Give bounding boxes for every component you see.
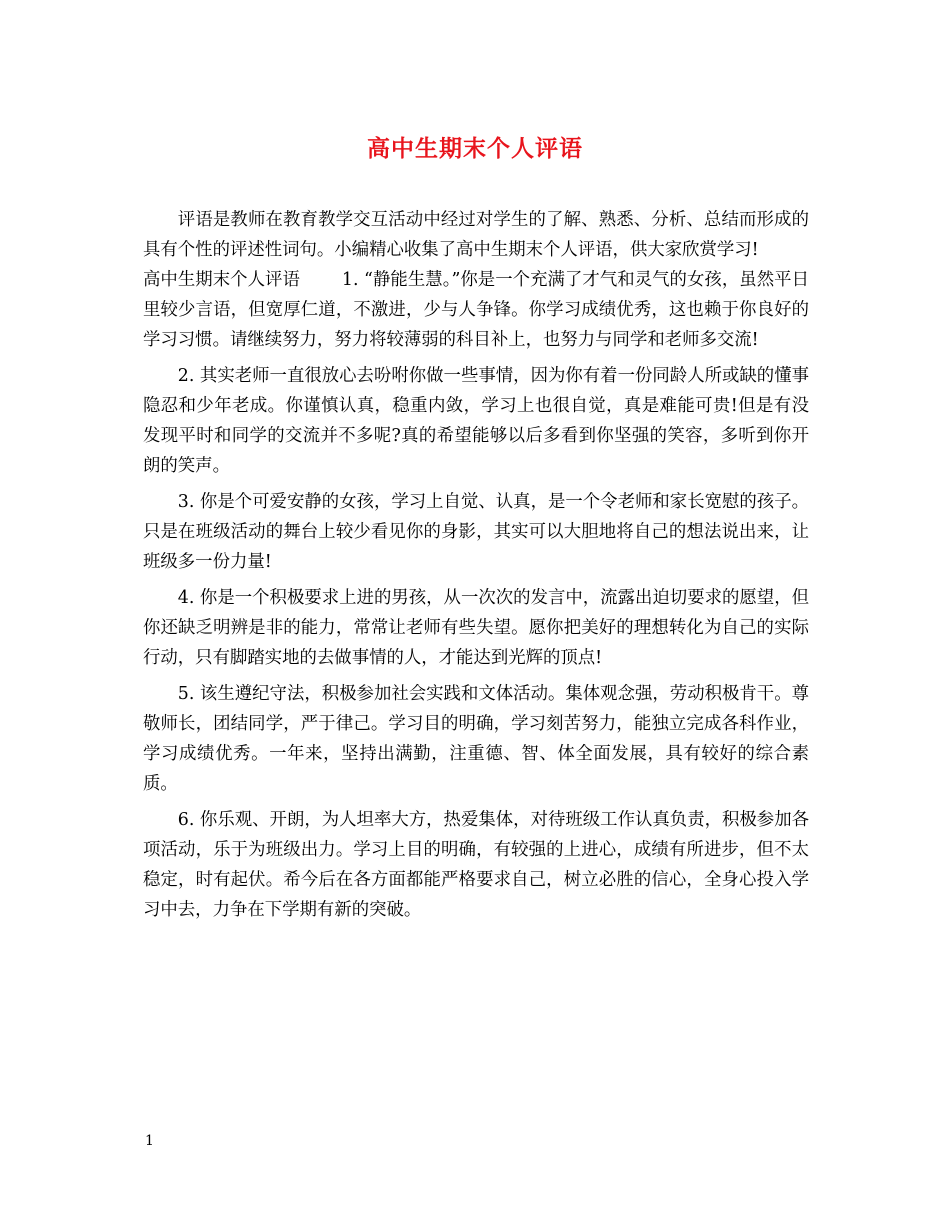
document-body: [143, 205, 809, 925]
comment-item-3: 3. 你是个可爱安静的女孩，学习上自觉、认真，是一个令老师和家长宽慰的孩子。只是在班级活动的舞台上较少看见你的身影，其实可以大胆地将自己的想法说出来，让班级多一份力量!: [143, 492, 809, 572]
comment-item-6: 6. 你乐观、开朗，为人坦率大方，热爱集体，对待班级工作认真负责，积极参加各项活动，乐于为班级出力。学习上目的明确，有较强的上进心，成绩有所进步，但不太稳定，时有起伏。希今后在各方面都能严格要求自己，树立必胜的信心，全身心投入学习中去，力争在下学期有新的突破。: [143, 810, 809, 920]
page-number: 1: [145, 1133, 154, 1149]
first-item-paragraph: [143, 265, 809, 355]
comment-item-4: 4. 你是一个积极要求上进的男孩，从一次次的发言中，流露出迫切要求的愿望，但你还缺乏明辨是非的能力，常常让老师有些失望。愿你把美好的理想转化为自己的实际行动，只有脚踏实地的去做事情的人，才能达到光辉的顶点!: [143, 588, 809, 668]
section-heading: 高中生期末个人评语: [143, 270, 300, 290]
comment-item-1: 1. “静能生慧。”你是一个充满了才气和灵气的女孩，虽然平日里较少言语，但宽厚仁道，不激进，少与人争锋。你学习成绩优秀，这也赖于你良好的学习习惯。请继续努力，努力将较薄弱的科目补上，也努力与同学和老师多交流!: [143, 270, 809, 350]
intro-paragraph: 评语是教师在教育教学交互活动中经过对学生的了解、熟悉、分析、总结而形成的具有个性的评述性词句。小编精心收集了高中生期末个人评语，供大家欣赏学习!: [143, 210, 809, 260]
document-title: 高中生期末个人评语: [367, 135, 583, 162]
comment-item-2: 2. 其实老师一直很放心去吩咐你做一些事情，因为你有着一份同龄人所或缺的懂事隐忍和少年老成。你谨慎认真，稳重内敛，学习上也很自觉，真是难能可贵!但是有没发现平时和同学的交流并不多呢?真的希望能够以后多看到你坚强的笑容，多听到你开朗的笑声。: [143, 366, 809, 476]
comment-item-5: 5. 该生遵纪守法，积极参加社会实践和文体活动。集体观念强，劳动积极肯干。尊敬师长，团结同学，严于律己。学习目的明确，学习刻苦努力，能独立完成各科作业，学习成绩优秀。一年来，坚持出满勤，注重德、智、体全面发展，具有较好的综合素质。: [143, 684, 809, 794]
